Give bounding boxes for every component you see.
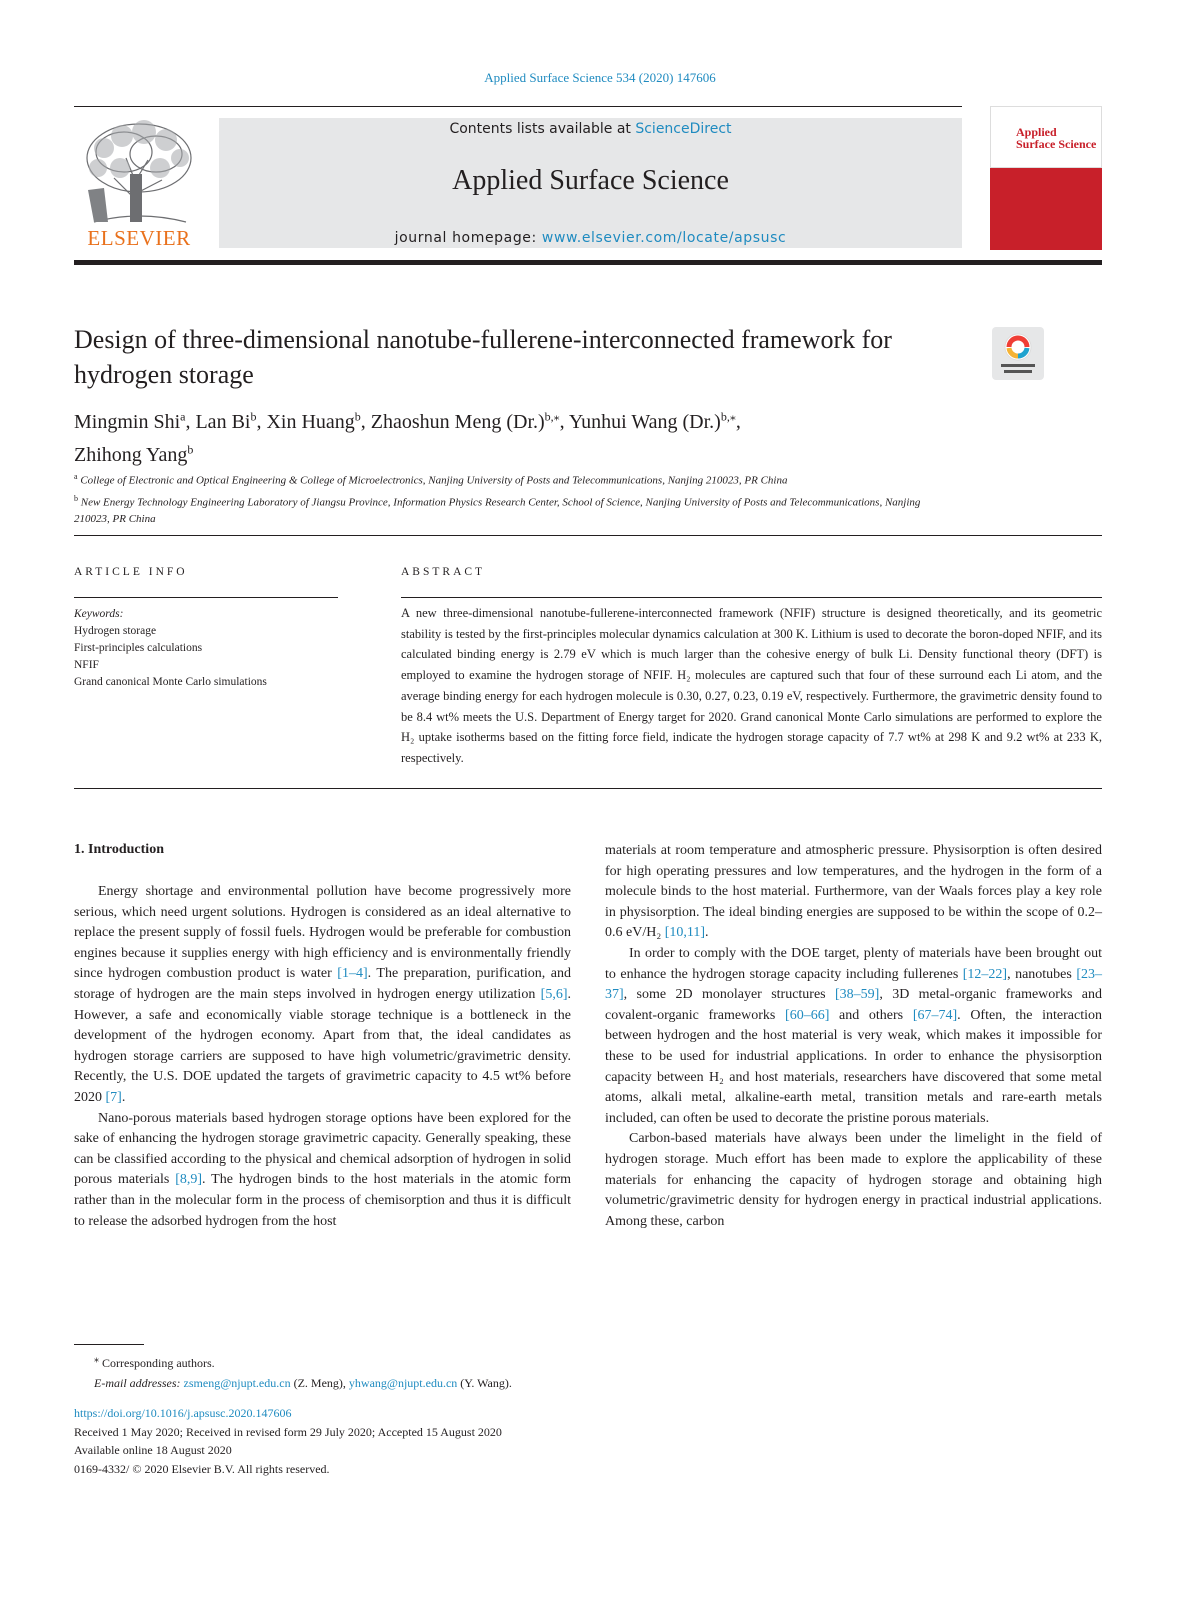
body-text: . xyxy=(705,925,709,941)
body-paragraph xyxy=(605,1129,1102,1232)
keyword: Grand canonical Monte Carlo simulations xyxy=(74,676,267,688)
journal-homepage-line xyxy=(219,230,962,246)
email-addresses: E-mail addresses: zsmeng@njupt.edu.cn (Z. Meng), yhwang@njupt.edu.cn (Y. Wang). xyxy=(94,1376,512,1390)
divider xyxy=(401,597,1102,598)
body-text: , nanotubes xyxy=(1007,966,1077,982)
body-text: Carbon-based materials have always been under the limelight in the field of hydrogen storage. Much effort has been made to explore the applicability of these materials for enhancing the capacity of hydrogen storage and obtaining high volumetric/gravimetric density for hydrogen energy in practical industrial applications. Among these, carbon xyxy=(605,1131,1102,1229)
body-paragraph xyxy=(605,944,1102,1129)
citation-link[interactable]: [60–66] xyxy=(785,1007,830,1023)
cover-title-line-2: Surface Science xyxy=(1016,137,1097,151)
affiliations xyxy=(74,468,934,528)
available-online: Available online 18 August 2020 xyxy=(74,1443,232,1457)
contents-prefix: Contents lists available at xyxy=(449,121,636,137)
affiliation-b: $^b$ New Energy Technology Engineering Laboratory of Jiangsu Province, Information Physics Research Center, School of Science, Nanjing University of Posts and Telecommunications, Nanjing 210023, PR China xyxy=(74,493,921,526)
article-title: Design of three-dimensional nanotube-fullerene-interconnected framework for hydrogen storage xyxy=(74,325,892,389)
body-text: Nano-porous materials based hydrogen storage options have been explored for the sake of enhancing the hydrogen storage gravimetric capacity. Generally speaking, these can be classified according to the physical and chemical adsorption of hydrogen in solid porous materials xyxy=(74,1110,571,1188)
email-link[interactable]: yhwang@njupt.edu.cn xyxy=(348,1376,458,1390)
journal-citation[interactable]: Applied Surface Science 534 (2020) 147606 xyxy=(484,70,716,85)
cover-title xyxy=(1016,126,1096,150)
keyword: Hydrogen storage xyxy=(74,625,157,637)
body-text: . xyxy=(121,1089,126,1105)
journal-cover-thumbnail[interactable] xyxy=(990,106,1102,250)
body-text: Energy shortage and environmental pollution have become progressively more serious, which need urgent solutions. Hydrogen is considered as an ideal alternative to replace the present supply of fossil fuels. Hydrogen would be preferable for combustion engines because it supplies energy with high efficiency and is environmentally friendly since hydrogen combustion product is water xyxy=(74,884,571,982)
citation-link[interactable]: [1–4] xyxy=(337,966,368,982)
received-dates: Received 1 May 2020; Received in revised form 29 July 2020; Accepted 15 August 2020 xyxy=(74,1424,502,1439)
divider xyxy=(74,788,1102,789)
email-link[interactable]: zsmeng@njupt.edu.cn xyxy=(183,1376,291,1390)
citation-link[interactable]: [7] xyxy=(105,1089,122,1105)
body-column-left xyxy=(74,882,571,1232)
citation-link[interactable]: [5,6] xyxy=(540,986,568,1002)
copyright: 0169-4332/ © 2020 Elsevier B.V. All rights reserved. xyxy=(74,1461,330,1476)
body-paragraph xyxy=(74,1109,571,1233)
author-list: Mingmin Shi$^a$, Lan Bi$^b$, Xin Huang$^b$, Zhaoshun Meng $(Dr.)^{b,⁎}$, Yunhui Wang $(Dr.)^{b,⁎}$, Zhihong Yang$^b$ xyxy=(74,409,741,467)
check-for-updates-icon xyxy=(992,327,1044,380)
author[interactable]: Zhihong Yang$^b$ xyxy=(74,442,194,467)
divider xyxy=(74,535,1102,536)
article-info-heading: ARTICLE INFO xyxy=(74,566,188,578)
body-text: In order to comply with the DOE target, plenty of materials have been brought out to enhance the hydrogen storage capacity including fullerenes xyxy=(605,945,1102,982)
citation-link[interactable]: [12–22] xyxy=(962,966,1008,982)
author[interactable]: Xin Huang$^b$ xyxy=(266,409,361,433)
body-text: . The preparation, purification, and storage of hydrogen are the main steps involved in hydrogen energy utilization xyxy=(74,966,571,1002)
citation-link[interactable]: [23–37] xyxy=(605,966,1103,1003)
doi-link[interactable]: https://doi.org/10.1016/j.apsusc.2020.147606 xyxy=(74,1406,292,1420)
body-text: . Often, the interaction between hydrogen and the host material is very weak, which makes it impossible for these to be used for industrial applications. In order to enhance the physisorption capacity between H₂ and host materials, researchers have discovered that some metal atoms, alkali metal, alkaline-earth metal, transition metals and rare-earth metals included, can often be used to decorate the pristine porous materials. xyxy=(605,1007,1103,1126)
publication-info xyxy=(74,1404,974,1478)
citation-link[interactable]: [10,11] xyxy=(664,925,706,941)
keyword: First-principles calculations xyxy=(74,642,203,654)
divider xyxy=(74,597,338,598)
keyword: NFIF xyxy=(74,659,99,671)
abstract-text: A new three-dimensional nanotube-fullerene-interconnected framework (NFIF) structure is designed theoretically, and its geometric stability is tested by the first-principles molecular dynamics calculation at 300 K. Lithium is used to decorate the boron-doped NFIF, and its calculated binding energy is 2.79 eV which is much larger than the cohesive energy of bulk Li. Density functional theory (DFT) is employed to examine the hydrogen storage of NFIF. H₂ molecules are captured such that four of these surround each Li atom, and the average binding energy for each hydrogen molecule is 0.30, 0.27, 0.23, 0.19 eV, respectively. Furthermore, the gravimetric density found to be 8.4 wt% meets the U.S. Department of Energy target for 2020. Grand canonical Monte Carlo simulations are performed to explore the H₂ uptake isotherms based on the fitting force field, indicate the hydrogen storage capacity of 7.7 wt% at 298 K and 9.2 wt% at 233 K, respectively. xyxy=(401,606,1102,765)
author[interactable]: Mingmin Shi$^a$ xyxy=(74,409,186,433)
body-text: , 3D metal-organic frameworks and covalent-organic frameworks xyxy=(605,987,1102,1023)
author[interactable]: Zhaoshun Meng $(Dr.)^{b,⁎}$ xyxy=(370,409,560,433)
journal-homepage-link[interactable]: www.elsevier.com/locate/apsusc xyxy=(541,230,787,246)
check-for-updates-button[interactable] xyxy=(992,327,1044,380)
body-text: and others xyxy=(829,1007,913,1023)
citation-link[interactable]: [38–59] xyxy=(835,987,880,1003)
citation-link[interactable]: [67–74] xyxy=(912,1007,958,1023)
body-text: . The hydrogen binds to the host materials in the atomic form rather than in the molecular form in the process of chemisorption and thus it is difficult to release the adsorbed hydrogen from the host xyxy=(74,1172,571,1229)
corresponding-authors-note: ⁎ Corresponding authors. xyxy=(94,1354,215,1370)
body-paragraph xyxy=(605,841,1102,944)
keywords-label: Keywords: xyxy=(74,608,124,620)
body-paragraph xyxy=(74,882,571,1109)
keywords-block xyxy=(74,606,374,691)
homepage-prefix: journal homepage: xyxy=(394,230,542,246)
author[interactable]: Yunhui Wang $(Dr.)^{b,⁎}$ xyxy=(568,409,736,433)
header-top-rule xyxy=(74,106,962,107)
author[interactable]: Lan Bi$^b$ xyxy=(195,409,257,433)
body-text: , some 2D monolayer structures xyxy=(623,987,835,1003)
publisher-name: ELSEVIER xyxy=(87,226,191,250)
section-heading-introduction: 1. Introduction xyxy=(74,842,164,857)
citation-link[interactable]: [8,9] xyxy=(175,1172,203,1188)
affiliation-a: $^a$ College of Electronic and Optical Engineering & College of Microelectronics, Nanjing University of Posts and Telecommunications, Nanjing 210023, PR China xyxy=(74,472,788,487)
footnotes xyxy=(94,1350,994,1393)
journal-name: Applied Surface Science xyxy=(452,165,729,196)
abstract-heading: ABSTRACT xyxy=(401,566,486,578)
contents-available-line xyxy=(219,121,962,137)
footnote-rule xyxy=(74,1344,144,1345)
body-column-right xyxy=(605,841,1102,1232)
header-bottom-rule xyxy=(74,260,1102,265)
sciencedirect-link[interactable]: ScienceDirect xyxy=(635,121,732,137)
body-text: materials at room temperature and atmospheric pressure. Physisorption is often desired for high operating pressures and low temperatures, and the hydrogen in the form of a molecule binds to the host material. Furthermore, van der Waals forces play a key role in physisorption. The ideal binding energies are supposed to be within the scope of 0.2–0.6 eV/H₂ xyxy=(605,843,1102,941)
body-text: . However, a safe and economically viable storage technique is a bottleneck in the development of the hydrogen economy. Apart from that, the ideal candidates as hydrogen storage carriers are supposed to have high volumetric/gravimetric density. Recently, the U.S. DOE updated the targets of gravimetric capacity to 4.5 wt% before 2020 xyxy=(74,986,571,1105)
cover-title-line-1: Applied xyxy=(1016,125,1057,139)
